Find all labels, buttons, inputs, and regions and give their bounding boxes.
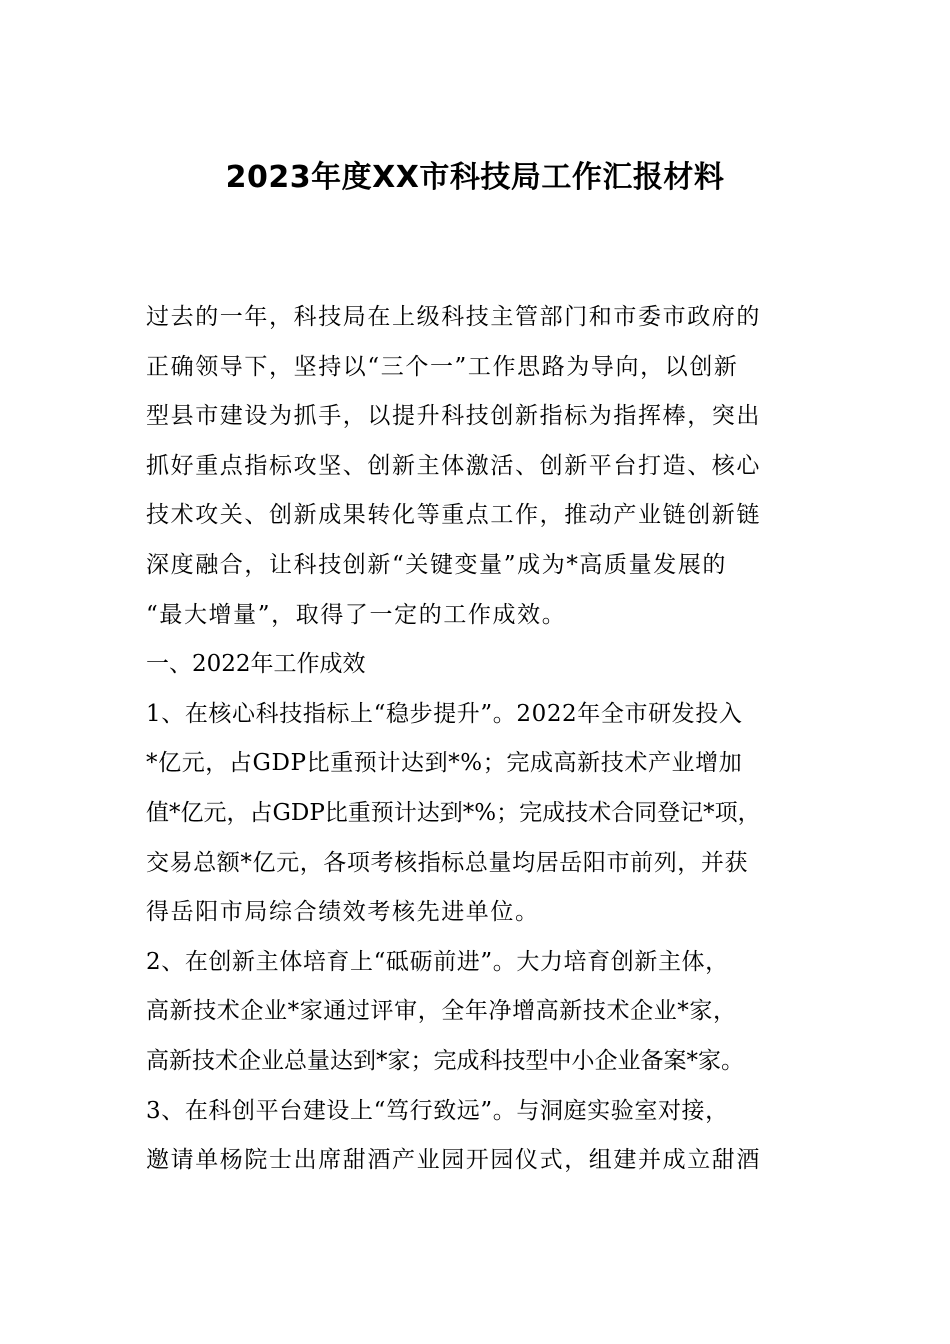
body-line: 1、在核心科技指标上“稳步提升”。2022年全市研发投入 bbox=[146, 700, 743, 727]
body-line: 过去的一年，科技局在上级科技主管部门和市委市政府的 bbox=[146, 304, 761, 330]
body-line: *亿元，占GDP比重预计达到*%；完成高新技术产业增加 bbox=[146, 750, 743, 777]
body-line: 技术攻关、创新成果转化等重点工作，推动产业链创新链 bbox=[146, 502, 761, 529]
body-line: 正确领导下，坚持以“三个一”工作思路为导向，以创新 bbox=[146, 353, 739, 380]
body-line: 深度融合，让科技创新“关键变量”成为*高质量发展的 bbox=[146, 551, 728, 578]
document-title: 2023年度XX市科技局工作汇报材料 bbox=[225, 160, 725, 195]
body-line: 高新技术企业*家通过评审，全年净增高新技术企业*家， bbox=[146, 998, 737, 1025]
body-line: 邀请单杨院士出席甜酒产业园开园仪式，组建并成立甜酒 bbox=[146, 1147, 761, 1174]
body-line: 高新技术企业总量达到*家；完成科技型中小企业备案*家。 bbox=[146, 1047, 744, 1074]
document-body bbox=[146, 293, 816, 1186]
body-line: 值*亿元，占GDP比重预计达到*%；完成技术合同登记*项， bbox=[146, 799, 761, 826]
body-line: 3、在科创平台建设上“笃行致远”。与洞庭实验室对接， bbox=[146, 1097, 729, 1124]
section-heading: 一、2022年工作成效 bbox=[146, 651, 366, 678]
body-line: 2、在创新主体培育上“砥砺前进”。大力培育创新主体， bbox=[146, 948, 729, 975]
body-line: “最大增量”，取得了一定的工作成效。 bbox=[146, 601, 567, 628]
body-line: 型县市建设为抓手，以提升科技创新指标为指挥棒，突出 bbox=[146, 403, 761, 430]
body-line: 交易总额*亿元，各项考核指标总量均居岳阳市前列，并获 bbox=[146, 849, 749, 876]
body-line: 抓好重点指标攻坚、创新主体激活、创新平台打造、核心 bbox=[146, 452, 761, 479]
body-line: 得岳阳市局综合绩效考核先进单位。 bbox=[146, 899, 540, 926]
